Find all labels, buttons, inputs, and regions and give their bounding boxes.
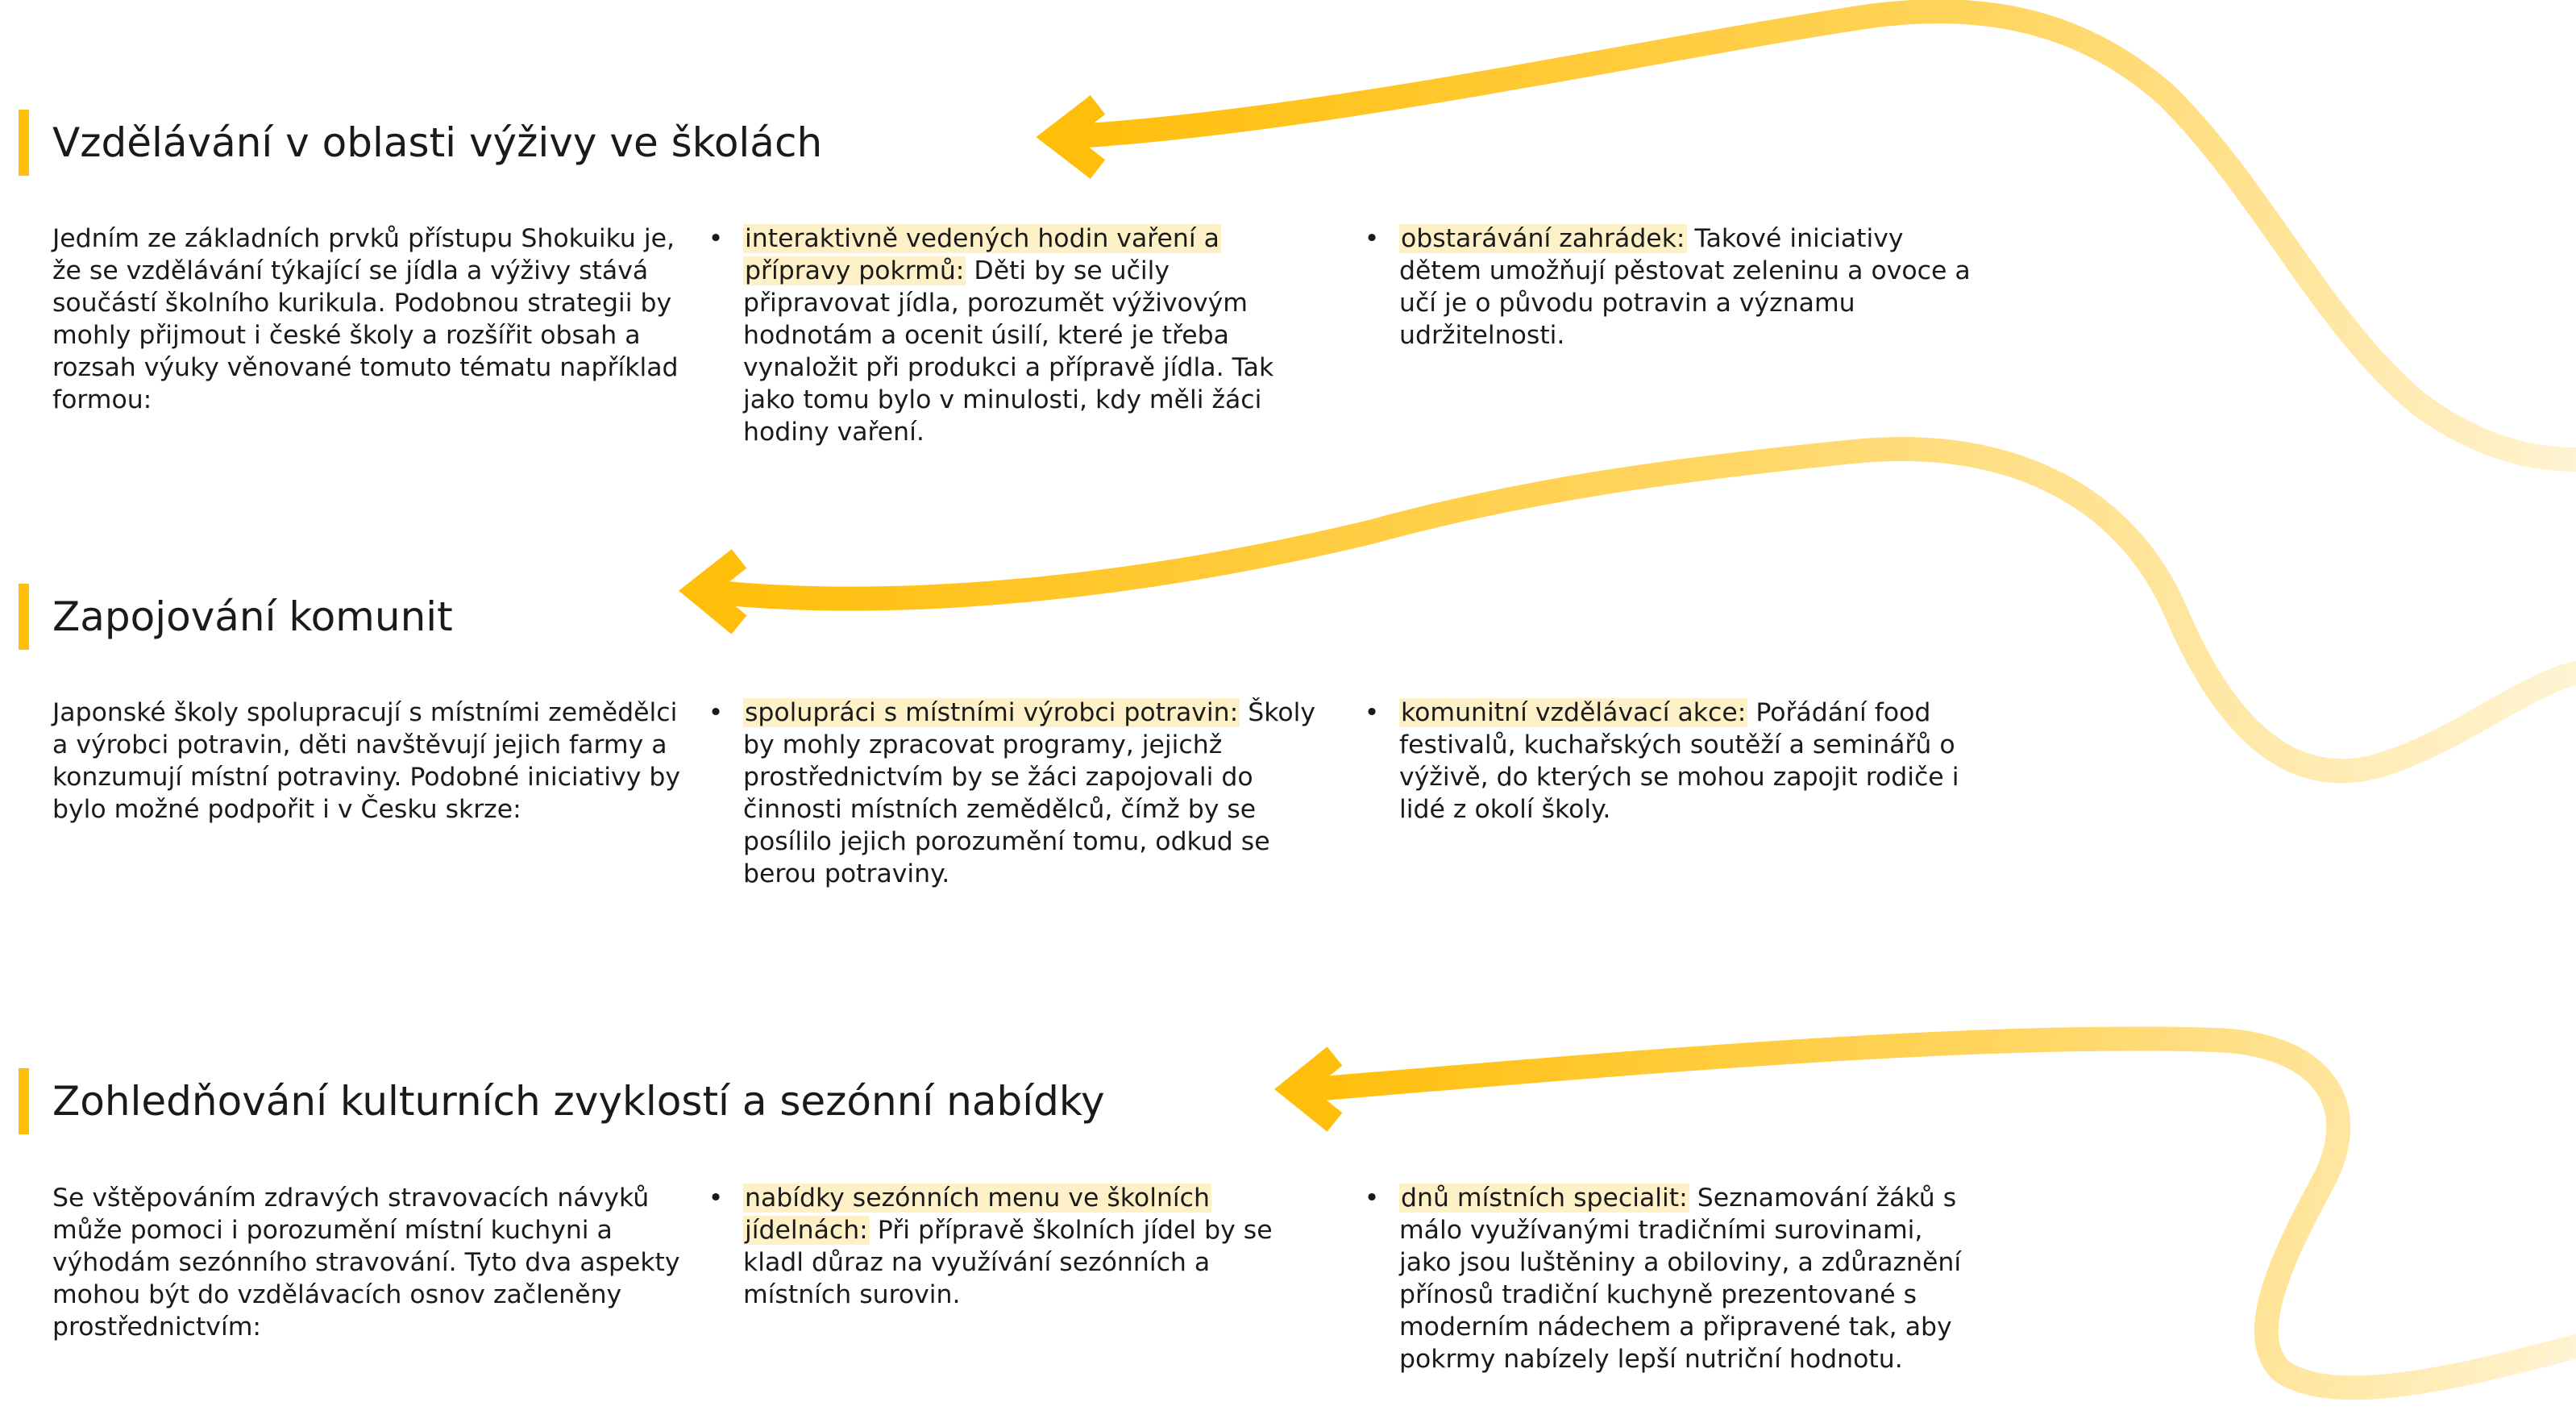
bullet-dot: • (1364, 224, 1380, 253)
section-title-community: Zapojování komunit (19, 584, 453, 650)
item-text: Školy by mohly zpracovat programy, jejichž prostřednictvím by se žáci zapojovali do činnosti místních zemědělců, čímž by se posílilo jejich porozumění tomu, odkud se berou potraviny. (743, 698, 1316, 888)
section-title-nutrition-education: Vzdělávání v oblasti výživy ve školách (19, 110, 822, 176)
section-title-culture-seasonal: Zohledňování kulturních zvyklostí a sezónní nabídky (19, 1068, 1105, 1134)
item-text: Takové iniciativy dětem umožňují pěstovat zeleninu a ovoce a učí je o původu potravin a významu udržitelnosti. (1399, 224, 1971, 350)
item-highlight: spolupráci s místními výrobci potravin: (745, 698, 1239, 727)
bullet-dot: • (708, 1184, 724, 1213)
bullet-dot: • (1364, 1184, 1380, 1213)
list-item-local-specialties (1362, 1182, 1980, 1375)
item-highlight: interaktivně vedených hodin vaření a přípravy pokrmů: (745, 224, 1219, 285)
section-intro-community: Japonské školy spolupracují s místními zemědělci a výrobci potravin, děti navštěvují jejich farmy a konzumují místní potraviny. Podobné iniciativy by bylo možné podpořit i v Česku skrze: (52, 698, 680, 824)
item-highlight: nabídky sezónních menu ve školních jídelnách: (745, 1184, 1210, 1245)
section-intro-culture-seasonal: Se vštěpováním zdravých stravovacích návyků může pomoci i porozumění místní kuchyni a výhodám sezónního stravování. Tyto dva aspekty mohou být do vzdělávacích osnov začleněny prostřednictvím: (52, 1184, 680, 1342)
item-highlight: komunitní vzdělávací akce: (1401, 698, 1747, 727)
bullet-dot: • (708, 224, 724, 253)
item-text: Děti by se učily připravovat jídla, porozumět výživovým hodnotám a ocenit úsilí, které je třeba vynaložit při produkci a přípravě jídla. Tak jako tomu bylo v minulosti, kdy měli žáci hodiny vaření. (743, 256, 1274, 447)
item-text: Při přípravě školních jídel by se kladl důraz na využívání sezónních a místních surovin. (743, 1216, 1273, 1309)
item-text: Pořádání food festivalů, kuchařských soutěží a seminářů o výživě, do kterých se mohou zapojit rodiče i lidé z okolí školy. (1399, 698, 1959, 824)
list-item-seasonal-menus (706, 1182, 1323, 1311)
list-item-community-events (1362, 697, 1980, 826)
item-highlight: dnů místních specialit: (1401, 1184, 1688, 1213)
bullet-dot: • (708, 698, 724, 727)
item-text: Seznamování žáků s málo využívanými tradičními surovinami, jako jsou luštěniny a obiloviny, a zdůraznění přínosů tradiční kuchyně prezentované s moderním nádechem a připravené tak, aby pokrmy nabízely lepší nutriční hodnotu. (1399, 1184, 1962, 1374)
list-item-gardens (1362, 223, 1980, 352)
section-intro-nutrition-education: Jedním ze základních prvků přístupu Shokuiku je, že se vzdělávání týkající se jídla a výživy stává součástí školního kurikula. Podobnou strategii by mohly přijmout i české školy a rozšířit obsah a rozsah výuky věnované tomuto tématu například formou: (52, 224, 679, 414)
item-highlight: obstarávání zahrádek: (1401, 224, 1685, 253)
list-item-cooking-lessons (706, 223, 1323, 448)
list-item-local-producers (706, 697, 1323, 890)
bullet-dot: • (1364, 698, 1380, 727)
